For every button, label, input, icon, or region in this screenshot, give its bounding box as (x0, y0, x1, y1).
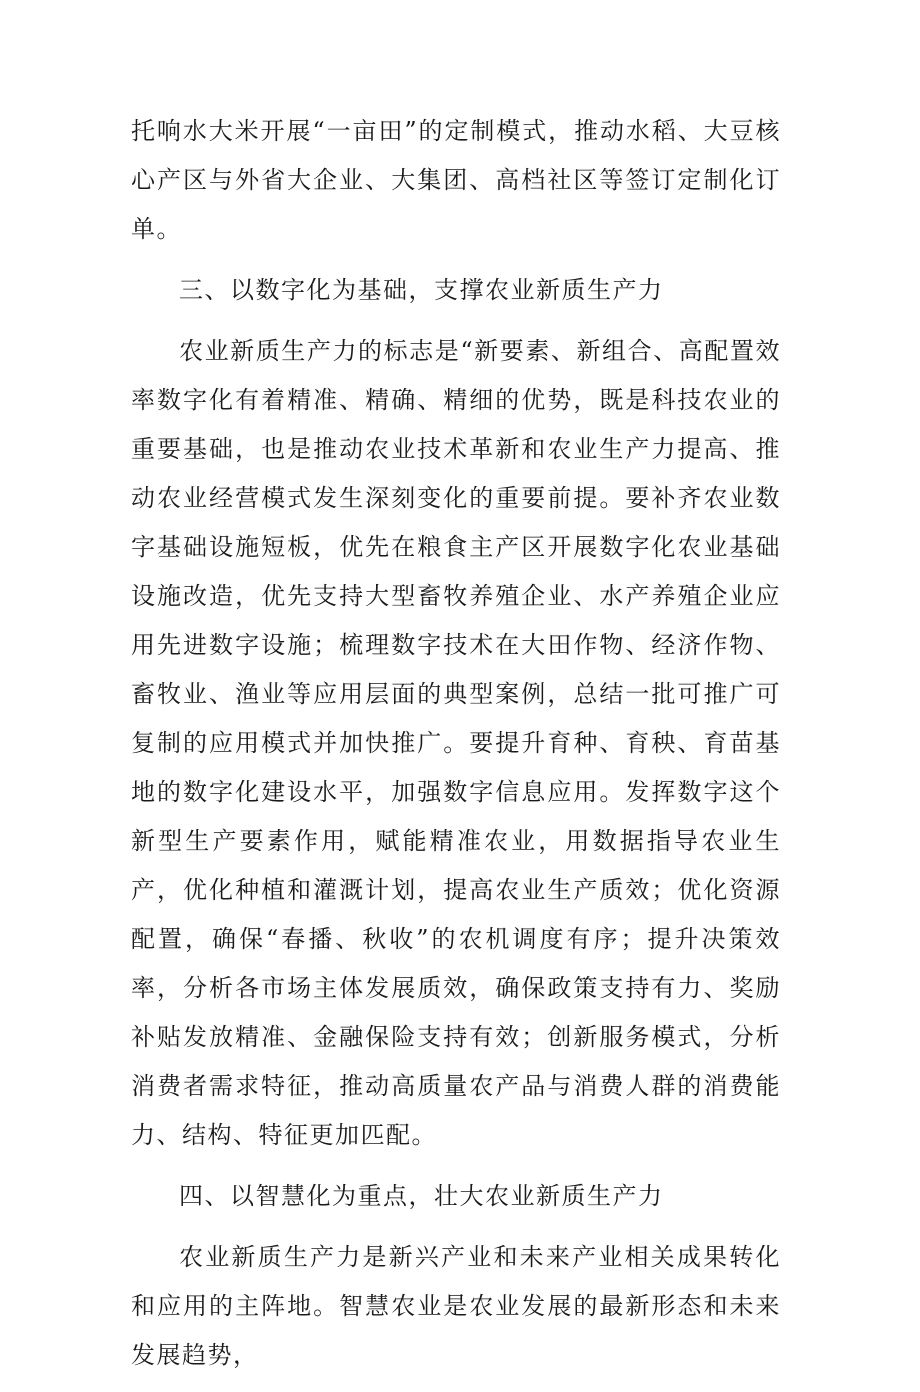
paragraph-smart-agriculture: 农业新质生产力是新兴产业和未来产业相关成果转化和应用的主阵地。智慧农业是农业发展的最新形态和未来发展趋势， (131, 1243, 781, 1369)
paragraph-continued: 托响水大米开展“一亩田”的定制模式，推动水稻、大豆核心产区与外省大企业、大集团、高档社区等签订定制化订单。 (131, 117, 781, 243)
paragraph-digitalization: 农业新质生产力的标志是“新要素、新组合、高配置效率数字化有着精准、精确、精细的优势，既是科技农业的重要基础，也是推动农业技术革新和农业生产力提高、推动农业经营模式发生深刻变化的重要前提。要补齐农业数字基础设施短板，优先在粮食主产区开展数字化农业基础设施改造，优先支持大型畜牧养殖企业、水产养殖企业应用先进数字设施；梳理数字技术在大田作物、经济作物、畜牧业、渔业等应用层面的典型案例，总结一批可推广可复制的应用模式并加快推广。要提升育种、育秧、育苗基地的数字化建设水平，加强数字信息应用。发挥数字这个新型生产要素作用，赋能精准农业，用数据指导农业生产，优化种植和灌溉计划，提高农业生产质效；优化资源配置，确保“春播、秋收”的农机调度有序；提升决策效率，分析各市场主体发展质效，确保政策支持有力、奖励补贴发放精准、金融保险支持有效；创新服务模式，分析消费者需求特征，推动高质量农产品与消费人群的消费能力、结构、特征更加匹配。 (131, 337, 781, 1149)
section-heading-3: 三、以数字化为基础，支撑农业新质生产力 (179, 276, 664, 304)
section-heading-4: 四、以智慧化为重点，壮大农业新质生产力 (179, 1182, 664, 1210)
document-body (131, 107, 781, 1392)
